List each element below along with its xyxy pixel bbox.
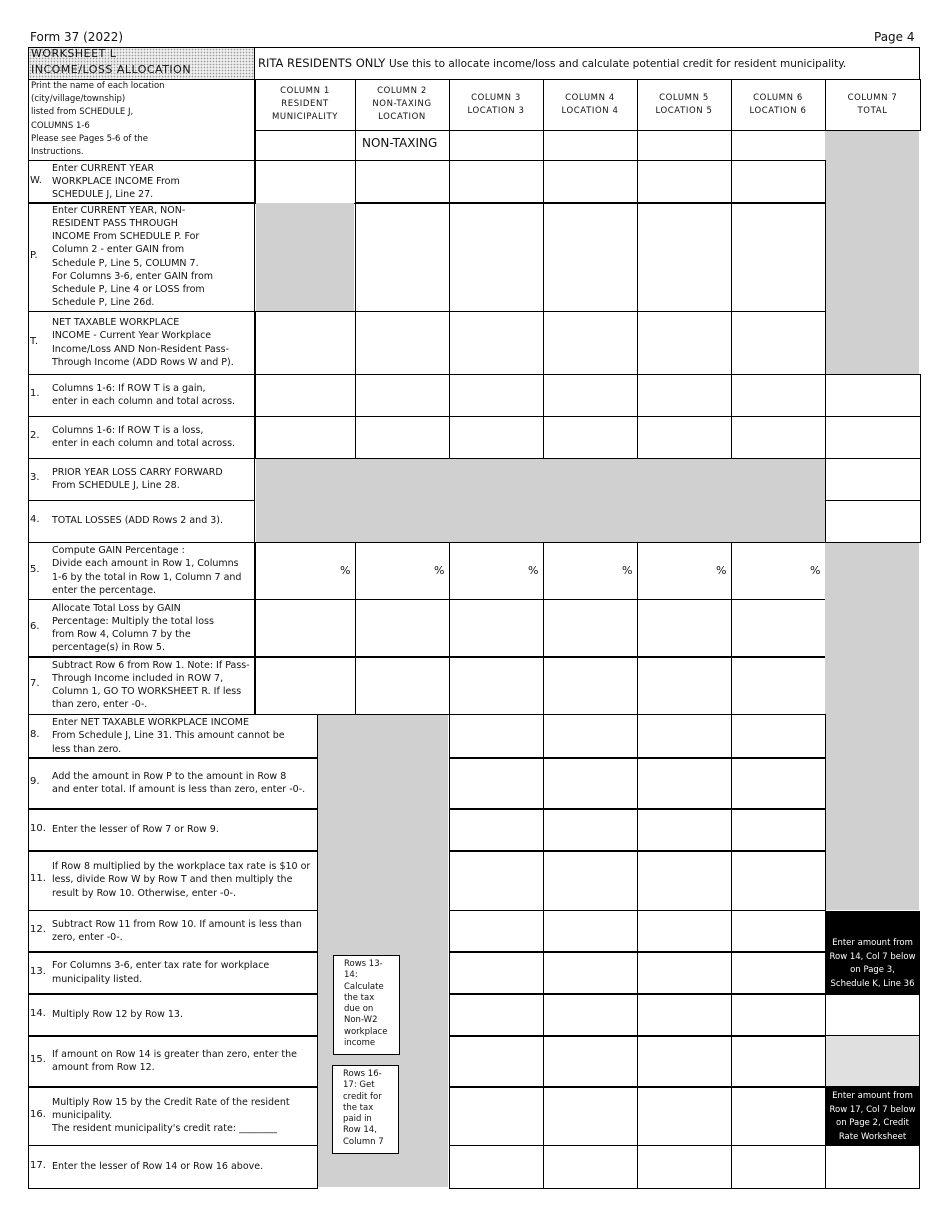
cell-row-6-col4[interactable] xyxy=(543,599,638,658)
row-text: RESIDENT PASS THROUGH xyxy=(52,217,178,229)
cell-row-4-col7[interactable] xyxy=(825,500,921,543)
row-text: Column 2 - enter GAIN from xyxy=(52,244,185,256)
cell-row-P-col6[interactable] xyxy=(731,202,826,312)
cell-row-17-col6[interactable] xyxy=(731,1145,826,1189)
column7-shade-bottom xyxy=(825,543,919,910)
cell-row-W-col5[interactable] xyxy=(637,160,732,204)
cell-row-16-col5[interactable] xyxy=(637,1086,732,1146)
row-text: enter in each column and total across. xyxy=(52,438,236,449)
cell-row-12-col3[interactable] xyxy=(449,910,544,953)
row-text: Income/Loss AND Non-Resident Pass- xyxy=(52,343,230,355)
cell-row-13-col6[interactable] xyxy=(731,951,826,995)
cell-row-W-col3[interactable] xyxy=(449,160,544,204)
cell-row-16-col4[interactable] xyxy=(543,1086,638,1146)
column-header-label: COLUMN 5 LOCATION 5 xyxy=(655,93,713,116)
row-text: Compute GAIN Percentage : xyxy=(52,545,185,557)
cell-row-9-col5[interactable] xyxy=(637,757,732,810)
row-text: and enter total. If amount is less than zero, enter -0-. xyxy=(52,784,306,795)
row-text: Schedule P, Line 5, COLUMN 7. xyxy=(52,257,199,269)
row-number: 2. xyxy=(30,430,40,441)
cell-row-13-col3[interactable] xyxy=(449,951,544,995)
row-number: 10. xyxy=(30,822,46,834)
cell-row-7-col4[interactable] xyxy=(543,656,638,715)
row-text: result by Row 10. Otherwise, enter -0-. xyxy=(52,887,236,899)
cell-row-10-col4[interactable] xyxy=(543,808,638,852)
note-rows-13-14: Rows 13- 14: Calculate the tax due on Non-W2 workplace income xyxy=(333,955,400,1055)
row-text: PRIOR YEAR LOSS CARRY FORWARD xyxy=(52,466,223,478)
cell-row-17-col7[interactable] xyxy=(825,1145,920,1189)
percent-sign: % xyxy=(622,564,633,577)
percent-sign: % xyxy=(810,564,821,577)
location-name-input-6[interactable] xyxy=(731,130,826,161)
row-text: INCOME From SCHEDULE P. For xyxy=(52,231,200,243)
note-enter-row-14: Enter amount from Row 14, Col 7 below on Page 3, Schedule K, Line 36 xyxy=(825,911,920,993)
row-text: Allocate Total Loss by GAIN xyxy=(52,602,181,614)
row-text: Columns 1-6: If ROW T is a loss, xyxy=(52,424,204,436)
cell-row-14-col7[interactable] xyxy=(825,993,920,1037)
row-text: Percentage: Multiply the total loss xyxy=(52,615,214,627)
row-text: less, divide Row W by Row T and then multiply the xyxy=(52,874,293,886)
cell-row-2-col1[interactable] xyxy=(255,416,356,459)
instruction-line: Instructions. xyxy=(31,147,84,157)
cell-row-10-col3[interactable] xyxy=(449,808,544,852)
cell-row-14-col6[interactable] xyxy=(731,993,826,1037)
instruction-line: Print the name of each location xyxy=(31,81,165,91)
row-text: percentage(s) in Row 5. xyxy=(52,642,165,654)
cell-row-P-col5[interactable] xyxy=(637,202,732,312)
cell-row-12-col5[interactable] xyxy=(637,910,732,953)
column-header-label: COLUMN 6 LOCATION 6 xyxy=(749,93,807,116)
row-text: Enter the lesser of Row 7 or Row 9. xyxy=(52,823,219,835)
row-text: Columns 1-6: If ROW T is a gain, xyxy=(52,382,206,394)
row-text: INCOME - Current Year Workplace xyxy=(52,330,212,342)
row-number: 15. xyxy=(30,1054,46,1065)
row-number: W. xyxy=(30,174,42,186)
column-header-label: COLUMN 3 LOCATION 3 xyxy=(467,93,525,116)
cell-row-1-col1[interactable] xyxy=(255,374,356,417)
row-text: WORKPLACE INCOME From xyxy=(52,175,180,187)
instruction-line: Please see Pages 5-6 of the xyxy=(31,133,149,144)
row-text: Through Income included in ROW 7, xyxy=(52,672,224,684)
residents-label: RITA RESIDENTS ONLY xyxy=(258,56,386,70)
row-number: 8. xyxy=(30,729,40,740)
row-number: 16. xyxy=(30,1108,46,1120)
cell-row-8-col5[interactable] xyxy=(637,714,732,759)
cell-row-17-col5[interactable] xyxy=(637,1145,732,1189)
cell-row-17-col4[interactable] xyxy=(543,1145,638,1189)
row-text: enter the percentage. xyxy=(52,584,157,596)
cell-row-16-col6[interactable] xyxy=(731,1086,826,1146)
column7-shade-top xyxy=(825,131,919,374)
cell-row-T-col5[interactable] xyxy=(637,311,732,375)
row-number: 5. xyxy=(30,563,40,575)
cell-row-12-col4[interactable] xyxy=(543,910,638,953)
form-title: Form 37 (2022) xyxy=(30,30,124,44)
cell-row-W-col6[interactable] xyxy=(731,160,826,204)
cell-row-W-col2[interactable] xyxy=(355,160,450,204)
row-text: If Row 8 multiplied by the workplace tax rate is $10 or xyxy=(52,861,311,873)
cell-row-1-col3[interactable] xyxy=(449,374,544,417)
row-text: If amount on Row 14 is greater than zero, enter the xyxy=(52,1048,298,1060)
percent-sign: % xyxy=(434,564,445,577)
row-text: Schedule P, Line 4 or LOSS from xyxy=(52,283,205,295)
worksheet-title: WORKSHEET L xyxy=(31,47,117,60)
row-number: 1. xyxy=(30,388,40,399)
cell-row-14-col3[interactable] xyxy=(449,993,544,1037)
row-number: 17. xyxy=(30,1159,46,1171)
row-number: P. xyxy=(30,249,38,261)
cell-row-11-col6[interactable] xyxy=(731,850,826,911)
cell-row-14-col4[interactable] xyxy=(543,993,638,1037)
cell-row-7-col6[interactable] xyxy=(731,656,826,715)
row-text: less than zero. xyxy=(52,743,122,755)
row-text: Schedule P, Line 26d. xyxy=(52,297,155,309)
cell-row-T-col2[interactable] xyxy=(355,311,450,375)
instruction-line: listed from SCHEDULE J, xyxy=(31,107,134,118)
row-text: Enter CURRENT YEAR, NON- xyxy=(52,204,186,216)
row-text: The resident municipality's credit rate: ________ xyxy=(52,1123,278,1135)
row-text: municipality. xyxy=(52,1109,112,1121)
instruction-line: (city/village/township) xyxy=(31,94,126,105)
row-number: 6. xyxy=(30,621,40,632)
row-number: 7. xyxy=(30,678,40,689)
row-text: NET TAXABLE WORKPLACE xyxy=(52,317,180,329)
column-header-label: COLUMN 7 TOTAL xyxy=(847,93,898,116)
cell-row-8-col4[interactable] xyxy=(543,714,638,759)
location-name-input-5[interactable] xyxy=(637,130,732,161)
cell-row-2-col5[interactable] xyxy=(637,416,732,459)
cell-row-6-col5[interactable] xyxy=(637,599,732,658)
cell-row-13-col4[interactable] xyxy=(543,951,638,995)
cell-row-15-col3[interactable] xyxy=(449,1035,544,1088)
cell-row-14-col5[interactable] xyxy=(637,993,732,1037)
cell-row-7-col2[interactable] xyxy=(355,656,450,715)
cell-row-9-col4[interactable] xyxy=(543,757,638,810)
row-text: Divide each amount in Row 1, Columns xyxy=(52,558,239,570)
cell-row-1-col6[interactable] xyxy=(731,374,826,417)
row-text: amount from Row 12. xyxy=(52,1062,155,1073)
cell-row-2-col3[interactable] xyxy=(449,416,544,459)
cell-row-3-col7[interactable] xyxy=(825,458,921,501)
instruction-line: COLUMNS 1-6 xyxy=(31,120,90,131)
row-text: Through Income (ADD Rows W and P). xyxy=(52,356,234,368)
cell-row-1-col5[interactable] xyxy=(637,374,732,417)
cell-row-1-col2[interactable] xyxy=(355,374,450,417)
cell-row-8-col6[interactable] xyxy=(731,714,826,759)
row-p-col1-shade xyxy=(256,203,354,311)
cell-row-11-col3[interactable] xyxy=(449,850,544,911)
non-taxing-value: NON-TAXING xyxy=(362,136,438,150)
cell-row-1-col4[interactable] xyxy=(543,374,638,417)
row-number: 14. xyxy=(30,1007,46,1019)
cell-row-6-col6[interactable] xyxy=(731,599,826,658)
cell-row-6-col2[interactable] xyxy=(355,599,450,658)
note-rows-16-17: Rows 16- 17: Get credit for the tax paid in Row 14, Column 7 xyxy=(332,1065,399,1154)
cell-row-10-col5[interactable] xyxy=(637,808,732,852)
percent-sign: % xyxy=(340,564,351,577)
row-text: TOTAL LOSSES (ADD Rows 2 and 3). xyxy=(52,515,224,527)
cell-row-11-col5[interactable] xyxy=(637,850,732,911)
cell-row-13-col5[interactable] xyxy=(637,951,732,995)
cell-row-W-col4[interactable] xyxy=(543,160,638,204)
cell-row-P-col3[interactable] xyxy=(449,202,544,312)
row-text: For Columns 3-6, enter GAIN from xyxy=(52,270,214,282)
row-number: 12. xyxy=(30,924,46,935)
cell-row-15-col5[interactable] xyxy=(637,1035,732,1088)
worksheet-subtitle: INCOME/LOSS ALLOCATION xyxy=(31,63,192,76)
row-text: Add the amount in Row P to the amount in Row 8 xyxy=(52,770,287,782)
cell-row-17-col3[interactable] xyxy=(449,1145,544,1189)
cell-row-T-col1[interactable] xyxy=(255,311,356,375)
cell-row-2-col7[interactable] xyxy=(825,416,921,459)
row-text: From Schedule J, Line 31. This amount cannot be xyxy=(52,730,285,742)
row-text: Subtract Row 11 from Row 10. If amount is less than xyxy=(52,918,302,930)
row-text: municipality listed. xyxy=(52,973,143,985)
location-name-input-4[interactable] xyxy=(543,130,638,161)
cell-row-15-col4[interactable] xyxy=(543,1035,638,1088)
row-number: 4. xyxy=(30,514,40,525)
percent-sign: % xyxy=(528,564,539,577)
location-name-input-1[interactable] xyxy=(255,130,356,161)
row-text: Enter CURRENT YEAR xyxy=(52,162,155,174)
cell-row-11-col4[interactable] xyxy=(543,850,638,911)
row-text: Multiply Row 15 by the Credit Rate of the resident xyxy=(52,1096,290,1108)
rows-3-4-shade xyxy=(256,459,825,542)
row-text: from Row 4, Column 7 by the xyxy=(52,629,191,640)
cell-row-2-col6[interactable] xyxy=(731,416,826,459)
cell-row-P-col2[interactable] xyxy=(355,202,450,312)
row-text: Subtract Row 6 from Row 1. Note: If Pass- xyxy=(52,659,250,671)
row-text: Multiply Row 12 by Row 13. xyxy=(52,1008,183,1020)
cell-row-9-col6[interactable] xyxy=(731,757,826,810)
row-text: Enter NET TAXABLE WORKPLACE INCOME xyxy=(52,717,249,729)
row-number: 9. xyxy=(30,776,40,787)
cell-row-7-col5[interactable] xyxy=(637,656,732,715)
cell-row-1-col7[interactable] xyxy=(825,374,921,417)
row-text: enter in each column and total across. xyxy=(52,396,236,407)
cell-row-8-col3[interactable] xyxy=(449,714,544,759)
row-text: For Columns 3-6, enter tax rate for workplace xyxy=(52,960,270,972)
residents-description: Use this to allocate income/loss and calculate potential credit for resident municipality. xyxy=(389,58,847,70)
row-text: Column 1, GO TO WORKSHEET R. If less xyxy=(52,686,242,697)
row-text: than zero, enter -0-. xyxy=(52,699,148,711)
cell-row-7-col3[interactable] xyxy=(449,656,544,715)
note-enter-row-17: Enter amount from Row 17, Col 7 below on Page 2, Credit Rate Worksheet xyxy=(825,1086,920,1145)
cell-row-W-col1[interactable] xyxy=(255,160,356,204)
cell-row-10-col6[interactable] xyxy=(731,808,826,852)
row-text: Enter the lesser of Row 14 or Row 16 above. xyxy=(52,1160,264,1172)
row-text: From SCHEDULE J, Line 28. xyxy=(52,480,180,491)
cell-row-T-col4[interactable] xyxy=(543,311,638,375)
percent-sign: % xyxy=(716,564,727,577)
row-text: zero, enter -0-. xyxy=(52,932,123,943)
cell-row-16-col3[interactable] xyxy=(449,1086,544,1146)
row-text: SCHEDULE J, Line 27. xyxy=(52,189,154,201)
row-number: T. xyxy=(30,335,39,347)
cell-row-9-col3[interactable] xyxy=(449,757,544,810)
row-number: 3. xyxy=(30,472,40,483)
column-header-label: COLUMN 4 LOCATION 4 xyxy=(561,93,619,116)
location-name-input-3[interactable] xyxy=(449,130,544,161)
cell-row-6-col1[interactable] xyxy=(255,599,356,658)
cell-row-7-col1[interactable] xyxy=(255,656,356,715)
cell-row-T-col3[interactable] xyxy=(449,311,544,375)
row-number: 11. xyxy=(30,873,46,884)
cell-row-12-col6[interactable] xyxy=(731,910,826,953)
cell-row-T-col6[interactable] xyxy=(731,311,826,375)
cell-row-2-col4[interactable] xyxy=(543,416,638,459)
column-header-label: COLUMN 1 RESIDENT MUNICIPALITY xyxy=(271,86,339,122)
cell-row-6-col3[interactable] xyxy=(449,599,544,658)
row-15-col7-shade xyxy=(825,1035,920,1087)
row-text: 1-6 by the total in Row 1, Column 7 and xyxy=(52,571,242,583)
page-number: Page 4 xyxy=(874,30,915,44)
row-number: 13. xyxy=(30,965,46,977)
cell-row-2-col2[interactable] xyxy=(355,416,450,459)
cell-row-15-col6[interactable] xyxy=(731,1035,826,1088)
column-header-label: COLUMN 2 NON-TAXING LOCATION xyxy=(372,86,432,122)
cell-row-P-col4[interactable] xyxy=(543,202,638,312)
